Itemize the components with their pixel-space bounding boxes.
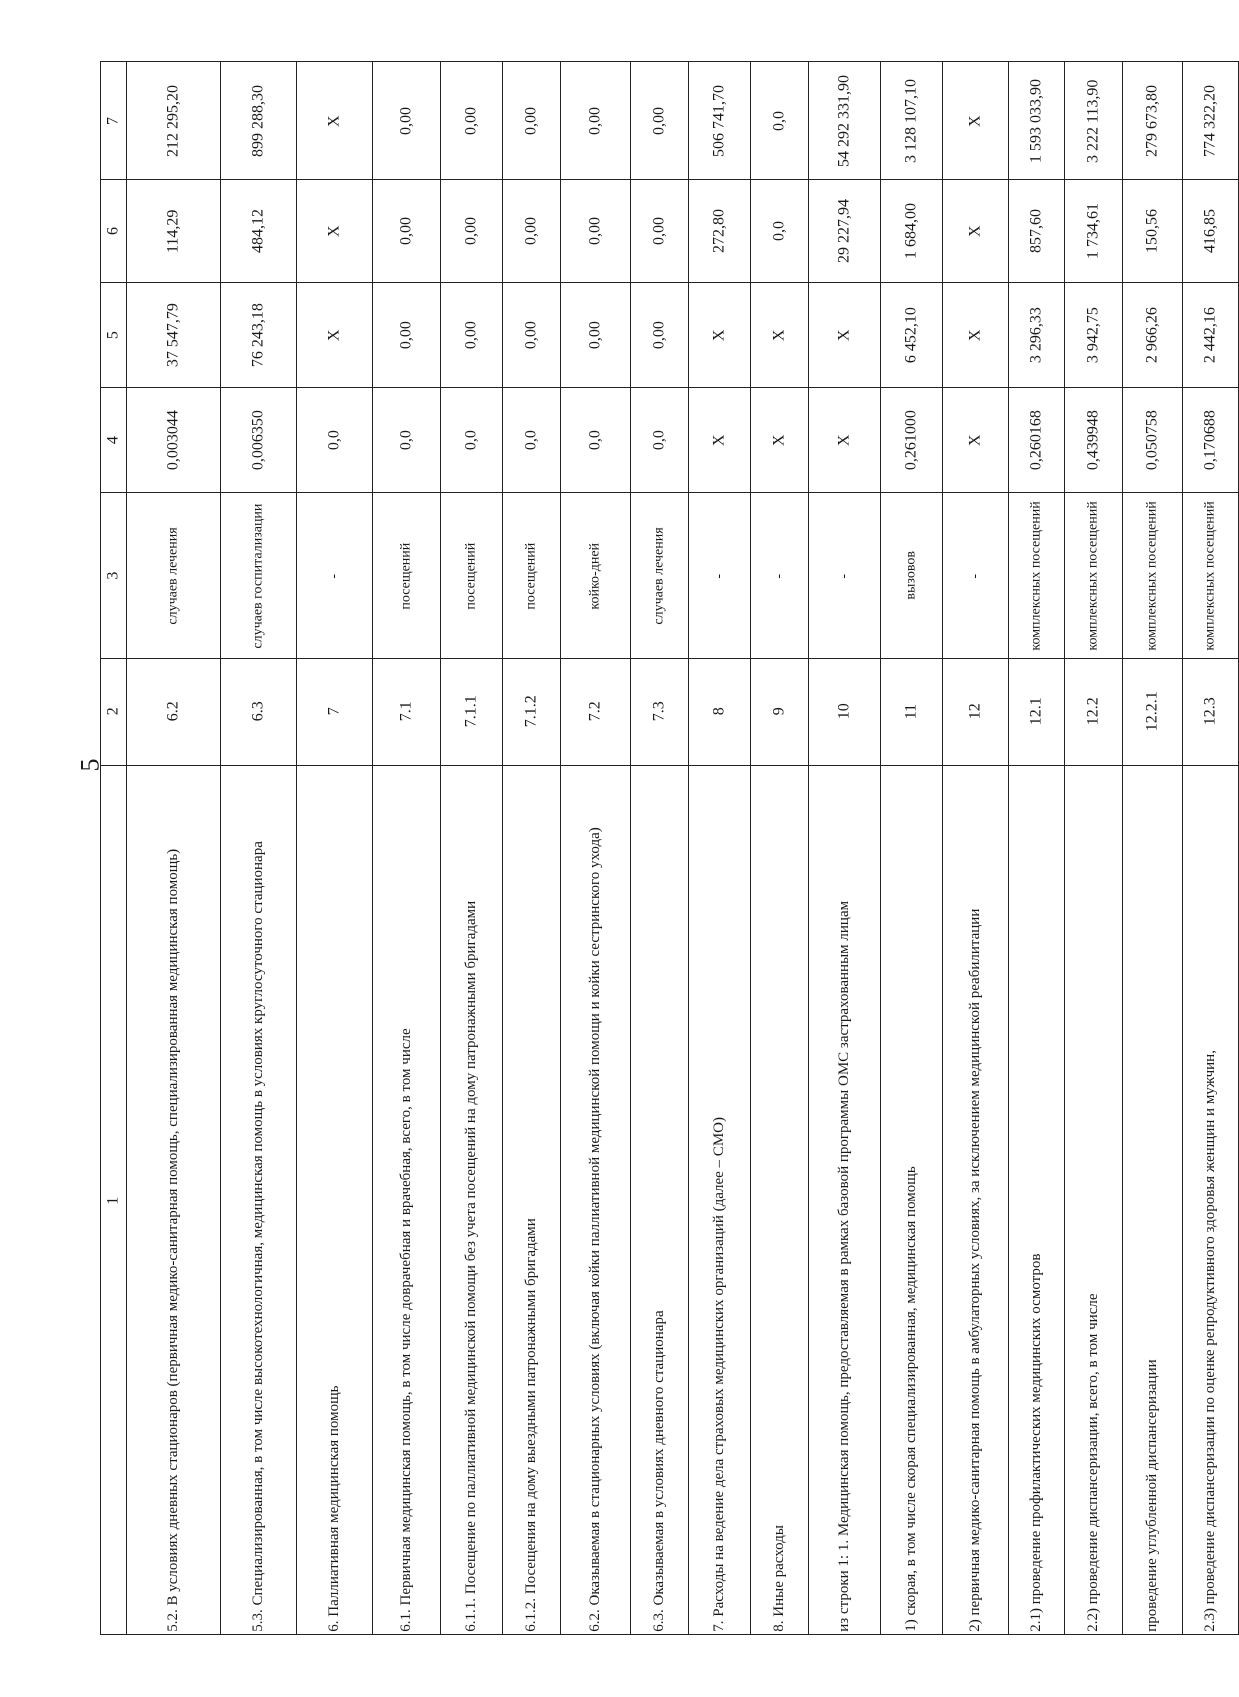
cell-col7: 0,00 — [441, 62, 503, 180]
cell-col4: 0,0 — [503, 388, 561, 493]
cell-col4: 0,0 — [631, 388, 689, 493]
table-row — [101, 388, 1239, 493]
table-row — [101, 766, 1239, 1635]
cell-col5: 0,00 — [373, 283, 441, 388]
cell-col5: Х — [943, 283, 1009, 388]
table-row — [101, 180, 1239, 283]
cell-code: 7.1 — [373, 658, 441, 765]
cell-col5: 0,00 — [561, 283, 631, 388]
cell-col4: 0,170688 — [1183, 388, 1239, 493]
cell-unit: вызовов — [881, 493, 943, 659]
cell-col5: 76 243,18 — [221, 283, 297, 388]
cell-col4: 0,050758 — [1123, 388, 1183, 493]
cell-code: 12 — [943, 658, 1009, 765]
cell-name: 6.3. Оказываемая в условиях дневного стационара — [631, 766, 689, 1635]
cell-name: 6.1.1. Посещение по паллиативной медицинской помощи без учета посещений на дому патронажными бригадами — [441, 766, 503, 1635]
cell-col7: 0,00 — [631, 62, 689, 180]
cell-unit: случаев госпитализации — [221, 493, 297, 659]
cell-name: 2.1) проведение профилактических медицинских осмотров — [1009, 766, 1065, 1635]
cell-name: 1) скорая, в том числе скорая специализированная, медицинская помощь — [881, 766, 943, 1635]
cell-code: 12.2.1 — [1123, 658, 1183, 765]
cell-name: 2) первичная медико-санитарная помощь в амбулаторных условиях, за исключением медицинской реабилитации — [943, 766, 1009, 1635]
cell-col7: 0,00 — [373, 62, 441, 180]
cell-col4: Х — [943, 388, 1009, 493]
page-number: 5 — [75, 758, 105, 772]
cell-col7: 0,0 — [751, 62, 809, 180]
cell-col5: 2 966,26 — [1123, 283, 1183, 388]
cell-col7: 3 128 107,10 — [881, 62, 943, 180]
cell-col6: 416,85 — [1183, 180, 1239, 283]
cell-unit: случаев лечения — [631, 493, 689, 659]
cell-col4: Х — [809, 388, 881, 493]
cell-code: 6.3 — [221, 658, 297, 765]
cell-col7: Х — [943, 62, 1009, 180]
cell-unit: посещений — [441, 493, 503, 659]
cell-col6: Х — [943, 180, 1009, 283]
cell-col4: 0,0 — [297, 388, 373, 493]
cell-name: 6.1. Первичная медицинская помощь, в том числе доврачебная и врачебная, всего, в том числе — [373, 766, 441, 1635]
cell-col6: 484,12 — [221, 180, 297, 283]
cell-unit: посещений — [503, 493, 561, 659]
cell-unit: - — [751, 493, 809, 659]
cell-col7: Х — [297, 62, 373, 180]
cell-name: 6.2. Оказываемая в стационарных условиях (включая койки паллиативной медицинской помощи и койки сестринского ухода) — [561, 766, 631, 1635]
cell-unit: комплексных посещений — [1065, 493, 1123, 659]
cell-col5: 0,00 — [503, 283, 561, 388]
cell-col7: 506 741,70 — [689, 62, 751, 180]
cell-col5: 3 942,75 — [1065, 283, 1123, 388]
table-row — [101, 62, 1239, 180]
column-header: 2 — [101, 658, 127, 765]
cell-name: 5.3. Специализированная, в том числе высокотехнологичная, медицинская помощь в условиях круглосуточного стационара — [221, 766, 297, 1635]
column-header: 1 — [101, 766, 127, 1635]
cell-name: 2.2) проведение диспансеризации, всего, в том числе — [1065, 766, 1123, 1635]
table-row — [101, 283, 1239, 388]
cell-col6: 1 734,61 — [1065, 180, 1123, 283]
cell-col7: 212 295,20 — [127, 62, 221, 180]
cell-code: 12.2 — [1065, 658, 1123, 765]
cell-col5: 0,00 — [441, 283, 503, 388]
cell-col7: 54 292 331,90 — [809, 62, 881, 180]
cell-code: 7 — [297, 658, 373, 765]
cell-col5: Х — [689, 283, 751, 388]
cell-col7: 0,00 — [561, 62, 631, 180]
cell-col6: 114,29 — [127, 180, 221, 283]
cell-col4: Х — [689, 388, 751, 493]
cell-unit: комплексных посещений — [1183, 493, 1239, 659]
cell-name: 5.2. В условиях дневных стационаров (первичная медико-санитарная помощь, специализированная медицинская помощь) — [127, 766, 221, 1635]
cell-code: 12.3 — [1183, 658, 1239, 765]
cell-col6: 0,00 — [503, 180, 561, 283]
data-table — [100, 61, 1239, 1635]
cell-code: 8 — [689, 658, 751, 765]
column-header: 5 — [101, 283, 127, 388]
cell-col7: 0,00 — [503, 62, 561, 180]
cell-col7: 899 288,30 — [221, 62, 297, 180]
cell-col4: 0,261000 — [881, 388, 943, 493]
cell-col5: Х — [297, 283, 373, 388]
cell-name: из строки 1: 1. Медицинская помощь, предоставляемая в рамках базовой программы ОМС застрахованным лицам — [809, 766, 881, 1635]
cell-col7: 279 673,80 — [1123, 62, 1183, 180]
cell-col7: 1 593 033,90 — [1009, 62, 1065, 180]
cell-col4: 0,0 — [373, 388, 441, 493]
cell-code: 7.1.2 — [503, 658, 561, 765]
cell-code: 7.1.1 — [441, 658, 503, 765]
cell-col6: 1 684,00 — [881, 180, 943, 283]
cell-col6: 0,0 — [751, 180, 809, 283]
cell-col4: 0,0 — [561, 388, 631, 493]
cell-col5: 2 442,16 — [1183, 283, 1239, 388]
cell-code: 7.3 — [631, 658, 689, 765]
cell-name: 2.3) проведение диспансеризации по оценке репродуктивного здоровья женщин и мужчин, — [1183, 766, 1239, 1635]
cell-col7: 3 222 113,90 — [1065, 62, 1123, 180]
cell-col5: Х — [809, 283, 881, 388]
cell-col4: 0,003044 — [127, 388, 221, 493]
cell-name: 6. Паллиативная медицинская помощь — [297, 766, 373, 1635]
cell-code: 6.2 — [127, 658, 221, 765]
column-header: 6 — [101, 180, 127, 283]
cell-code: 11 — [881, 658, 943, 765]
cell-col5: 6 452,10 — [881, 283, 943, 388]
cell-unit: случаев лечения — [127, 493, 221, 659]
cell-col5: 0,00 — [631, 283, 689, 388]
cell-name: 6.1.2. Посещения на дому выездными патронажными бригадами — [503, 766, 561, 1635]
cell-col6: 0,00 — [561, 180, 631, 283]
cell-col4: 0,260168 — [1009, 388, 1065, 493]
table-row — [101, 658, 1239, 765]
cell-col6: 0,00 — [373, 180, 441, 283]
cell-unit: комплексных посещений — [1009, 493, 1065, 659]
cell-name: проведение углубленной диспансеризации — [1123, 766, 1183, 1635]
cell-name: 7. Расходы на ведение дела страховых медицинских организаций (далее – СМО) — [689, 766, 751, 1635]
cell-unit: койко-дней — [561, 493, 631, 659]
rotated-table-container — [100, 61, 1219, 1635]
cell-unit: - — [297, 493, 373, 659]
cell-col4: Х — [751, 388, 809, 493]
cell-col6: 0,00 — [631, 180, 689, 283]
cell-col5: 3 296,33 — [1009, 283, 1065, 388]
cell-unit: - — [943, 493, 1009, 659]
column-header: 4 — [101, 388, 127, 493]
cell-col6: 29 227,94 — [809, 180, 881, 283]
column-header: 3 — [101, 493, 127, 659]
cell-col7: 774 322,20 — [1183, 62, 1239, 180]
cell-col4: 0,439948 — [1065, 388, 1123, 493]
cell-col4: 0,006350 — [221, 388, 297, 493]
cell-code: 7.2 — [561, 658, 631, 765]
cell-col5: Х — [751, 283, 809, 388]
cell-unit: комплексных посещений — [1123, 493, 1183, 659]
cell-unit: - — [689, 493, 751, 659]
cell-col6: 0,00 — [441, 180, 503, 283]
cell-col6: 150,56 — [1123, 180, 1183, 283]
cell-col5: 37 547,79 — [127, 283, 221, 388]
cell-code: 10 — [809, 658, 881, 765]
cell-col6: 857,60 — [1009, 180, 1065, 283]
table-row — [101, 493, 1239, 659]
cell-unit: посещений — [373, 493, 441, 659]
cell-code: 9 — [751, 658, 809, 765]
column-header: 7 — [101, 62, 127, 180]
cell-col4: 0,0 — [441, 388, 503, 493]
cell-col6: Х — [297, 180, 373, 283]
cell-col6: 272,80 — [689, 180, 751, 283]
cell-unit: - — [809, 493, 881, 659]
cell-code: 12.1 — [1009, 658, 1065, 765]
cell-name: 8. Иные расходы — [751, 766, 809, 1635]
